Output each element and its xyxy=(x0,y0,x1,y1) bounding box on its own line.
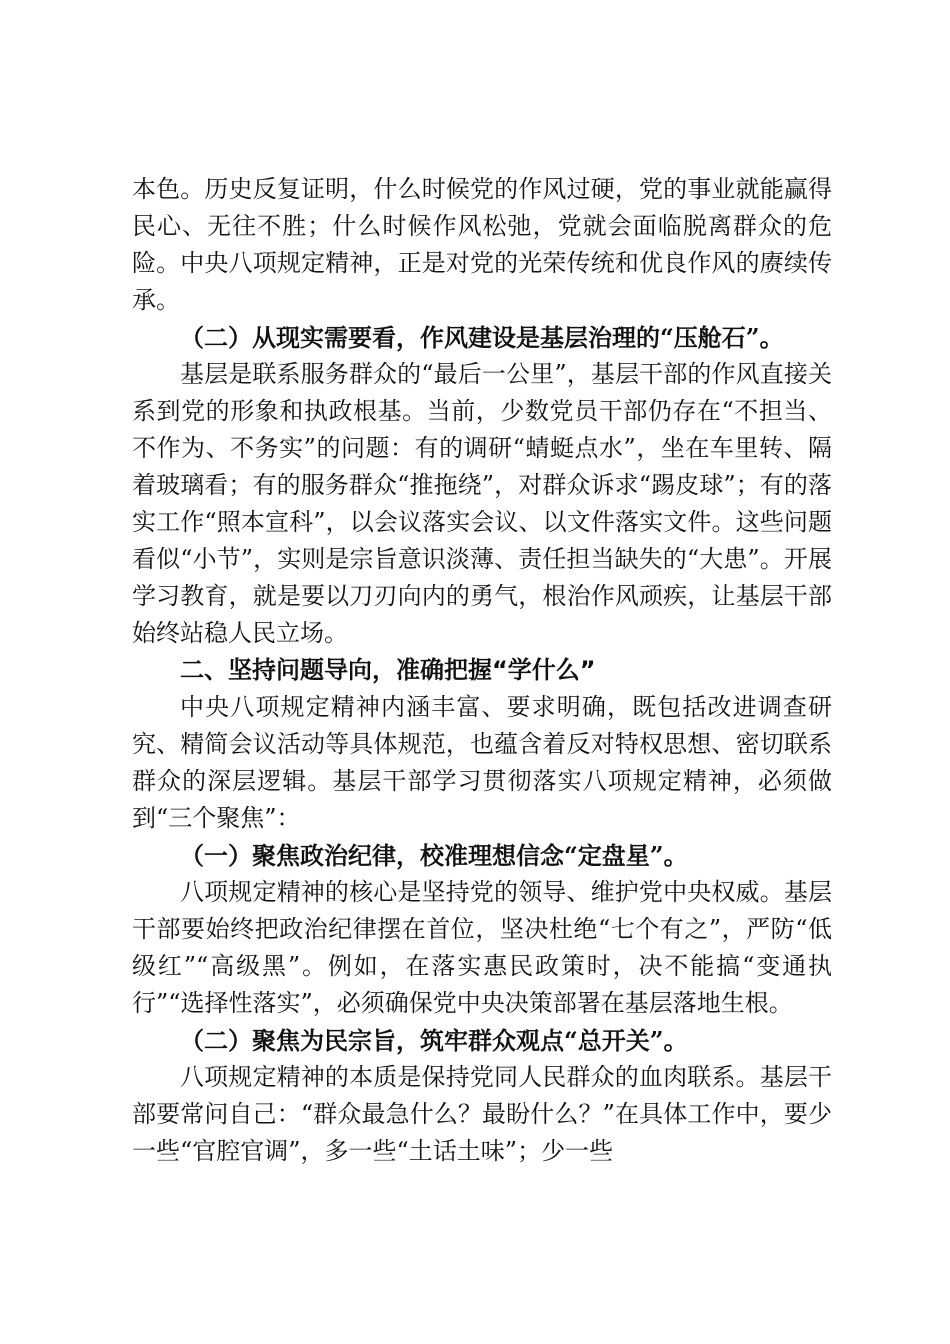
paragraph-three-focuses: 中央八项规定精神内涵丰富、要求明确，既包括改进调查研究、精简会议活动等具体规范，也蕴含着反对特权思想、密切联系群众的深层逻辑。基层干部学习贯彻落实八项规定精神，必须做到“三个聚焦”： xyxy=(132,693,832,832)
paragraph-grassroots-style: 基层是联系服务群众的“最后一公里”，基层干部的作风直接关系到党的形象和执政根基。当前，少数党员干部仍存在“不担当、不作为、不务实”的问题：有的调研“蜻蜓点水”，坐在车里转、隔着玻璃看；有的服务群众“推拖绕”，对群众诉求“踢皮球”；有的落实工作“照本宣科”，以会议落实会议、以文件落实文件。这些问题看似“小节”，实则是宗旨意识淡薄、责任担当缺失的“大患”。开展学习教育，就是要以刀刃向内的勇气，根治作风顽疾，让基层干部始终站稳人民立场。 xyxy=(132,360,832,647)
subheading-people-purpose: （二）聚焦为民宗旨，筑牢群众观点“总开关”。 xyxy=(180,1026,688,1055)
document-body xyxy=(132,171,832,1170)
subheading-political-discipline: （一）聚焦政治纪律，校准理想信念“定盘星”。 xyxy=(180,841,688,870)
section-heading-what-to-learn: 二、坚持问题导向，准确把握“学什么” xyxy=(180,656,596,684)
paragraph-political-discipline: 八项规定精神的核心是坚持党的领导、维护党中央权威。基层干部要始终把政治纪律摆在首位，坚决杜绝“七个有之”，严防“低级红”“高级黑”。例如，在落实惠民政策时，决不能搞“变通执行”“选择性落实”，必须确保党中央决策部署在基层落地生根。 xyxy=(132,878,832,1017)
paragraph-people-purpose: 八项规定精神的本质是保持党同人民群众的血肉联系。基层干部要常问自己：“群众最急什么？最盼什么？”在具体工作中，要少一些“官腔官调”，多一些“土话土味”；少一些 xyxy=(132,1063,832,1165)
subheading-practical-need: （二）从现实需要看，作风建设是基层治理的“压舱石”。 xyxy=(180,323,784,352)
paragraph-continuation: 本色。历史反复证明，什么时候党的作风过硬，党的事业就能赢得民心、无往不胜；什么时候作风松弛，党就会面临脱离群众的危险。中央八项规定精神，正是对党的光荣传统和优良作风的赓续传承。 xyxy=(132,175,832,314)
